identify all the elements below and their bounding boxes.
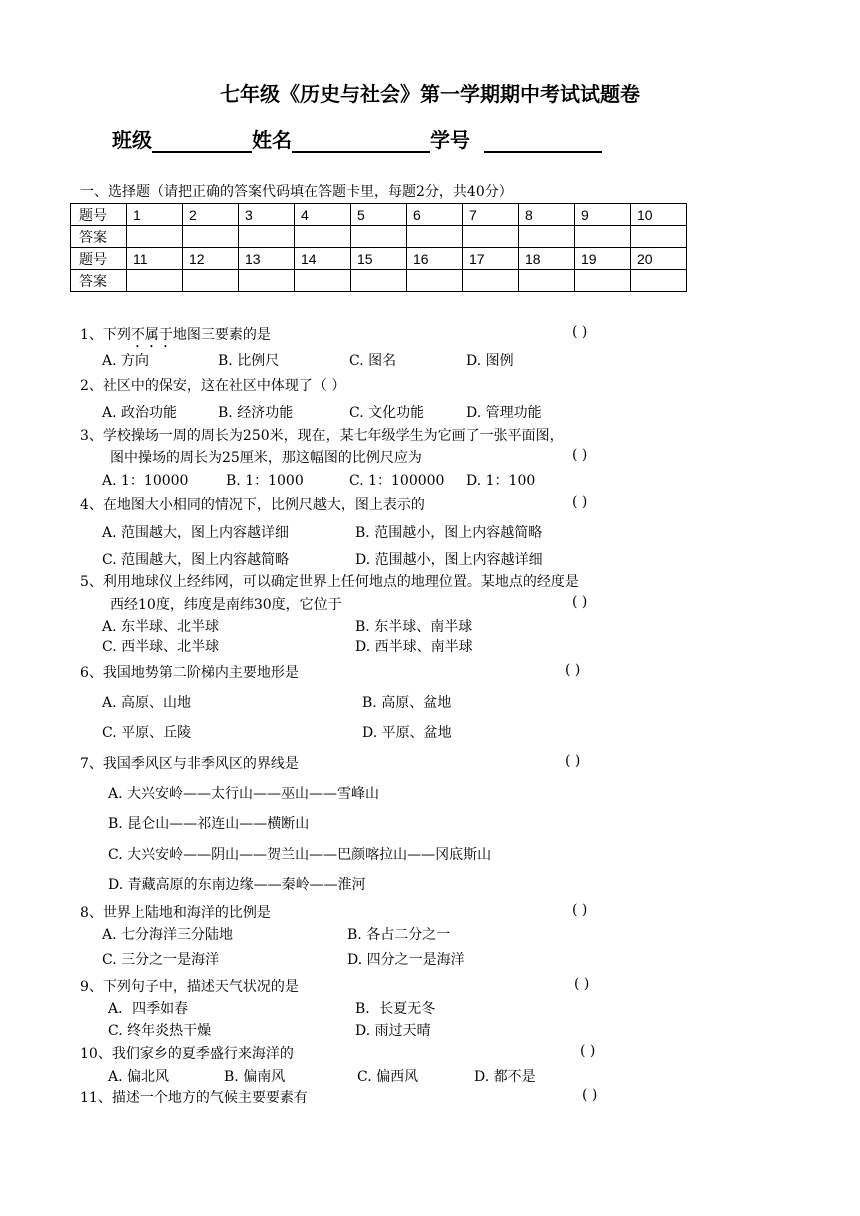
question-8-stem: 8、世界上陆地和海洋的比例是 [80, 905, 271, 921]
question-11-stem: 11、描述一个地方的气候主要要素有 [80, 1090, 308, 1106]
question-3-stem-cont: 图中操场的周长为25厘米，那这幅图的比例尺应为 [110, 450, 422, 466]
answer-cell[interactable] [575, 270, 631, 292]
question-number: 20 [631, 248, 687, 270]
option-d[interactable]: D. 雨过天晴 [355, 1023, 431, 1039]
option-a[interactable]: A. 高原、山地 [102, 695, 192, 711]
question-number: 10 [631, 204, 687, 226]
option-c[interactable]: C. 平原、丘陵 [102, 725, 192, 741]
answer-paren[interactable]: ( ) [572, 324, 588, 340]
table-row [71, 270, 687, 292]
option-a[interactable]: A. 1：10000 [102, 473, 189, 489]
answer-cell[interactable] [519, 226, 575, 248]
question-number: 3 [239, 204, 295, 226]
option-a[interactable]: A. 大兴安岭——太行山——巫山——雪峰山 [108, 786, 380, 802]
option-c[interactable]: C. 大兴安岭——阴山——贺兰山——巴颜喀拉山——冈底斯山 [108, 847, 492, 863]
option-c[interactable]: C. 偏西风 [357, 1069, 419, 1085]
option-b[interactable]: B. 高原、盆地 [362, 695, 452, 711]
row-label: 答案 [71, 270, 127, 292]
answer-cell[interactable] [463, 270, 519, 292]
table-row [71, 248, 687, 270]
question-5-stem: 5、利用地球仪上经纬网，可以确定世界上任何地点的地理位置。某地点的经度是 [80, 574, 579, 590]
name-label: 姓名 [252, 128, 292, 152]
question-5-stem-cont: 西经10度，纬度是南纬30度，它位于 [110, 597, 342, 613]
option-b[interactable]: B. 1：1000 [226, 473, 304, 489]
question-number: 16 [407, 248, 463, 270]
option-a[interactable]: A. 偏北风 [108, 1069, 170, 1085]
table-row [71, 226, 687, 248]
question-number: 17 [463, 248, 519, 270]
id-blank[interactable] [484, 129, 602, 153]
option-c[interactable]: C. 终年炎热干燥 [108, 1023, 212, 1039]
question-1-stem: 1、下列不属于地图三要素的是 [80, 327, 271, 343]
question-number: 9 [575, 204, 631, 226]
answer-paren[interactable]: ( ) [572, 494, 588, 510]
answer-cell[interactable] [407, 226, 463, 248]
option-d[interactable]: D. 范围越小，图上内容越详细 [355, 552, 543, 568]
option-d[interactable]: D. 管理功能 [466, 405, 542, 421]
question-number: 11 [127, 248, 183, 270]
option-a[interactable]: A. 东半球、北半球 [102, 619, 220, 635]
option-b[interactable]: B．长夏无冬 [355, 1001, 436, 1017]
answer-paren[interactable]: ( ) [580, 1043, 596, 1059]
option-b[interactable]: B. 比例尺 [218, 353, 280, 369]
answer-paren[interactable]: ( ) [572, 594, 588, 610]
question-number: 14 [295, 248, 351, 270]
answer-cell[interactable] [631, 270, 687, 292]
option-d[interactable]: D. 西半球、南半球 [355, 639, 473, 655]
question-4-stem: 4、在地图大小相同的情况下，比例尺越大，图上表示的 [80, 497, 425, 513]
answer-paren[interactable]: ( ) [572, 902, 588, 918]
answer-cell[interactable] [295, 226, 351, 248]
question-2-stem: 2、社区中的保安，这在社区中体现了（ ） [80, 378, 346, 394]
page-title: 七年级《历史与社会》第一学期期中考试试题卷 [220, 82, 640, 106]
answer-card-table [70, 203, 687, 292]
answer-cell[interactable] [183, 226, 239, 248]
question-number: 4 [295, 204, 351, 226]
option-b[interactable]: B. 经济功能 [218, 405, 294, 421]
option-c[interactable]: C. 图名 [349, 353, 397, 369]
row-label: 题号 [71, 204, 127, 226]
option-d[interactable]: D. 平原、盆地 [362, 725, 452, 741]
answer-cell[interactable] [631, 226, 687, 248]
question-number: 5 [351, 204, 407, 226]
option-b[interactable]: B. 东半球、南半球 [355, 619, 473, 635]
option-b[interactable]: B. 各占二分之一 [347, 927, 451, 943]
question-number: 13 [239, 248, 295, 270]
option-b[interactable]: B. 昆仑山——祁连山——横断山 [108, 816, 310, 832]
answer-cell[interactable] [183, 270, 239, 292]
option-a[interactable]: A. 七分海洋三分陆地 [102, 927, 234, 943]
question-6-stem: 6、我国地势第二阶梯内主要地形是 [80, 665, 299, 681]
question-number: 2 [183, 204, 239, 226]
answer-cell[interactable] [127, 226, 183, 248]
question-3-stem: 3、学校操场一周的周长为250米，现在，某七年级学生为它画了一张平面图， [80, 428, 564, 444]
answer-paren[interactable]: ( ) [565, 662, 581, 678]
option-d[interactable]: D. 1：100 [466, 473, 536, 489]
option-d[interactable]: D. 青藏高原的东南边缘——秦岭——淮河 [108, 877, 366, 893]
option-a[interactable]: A. 方向 [102, 353, 150, 369]
id-label: 学号 [430, 128, 470, 152]
option-c[interactable]: C. 三分之一是海洋 [102, 952, 220, 968]
answer-paren[interactable]: ( ) [572, 447, 588, 463]
question-number: 15 [351, 248, 407, 270]
answer-cell[interactable] [351, 270, 407, 292]
answer-cell[interactable] [239, 226, 295, 248]
question-number: 1 [127, 204, 183, 226]
answer-cell[interactable] [295, 270, 351, 292]
class-label: 班级 [112, 128, 152, 152]
option-b[interactable]: B. 偏南风 [224, 1069, 286, 1085]
question-number: 19 [575, 248, 631, 270]
answer-cell[interactable] [575, 226, 631, 248]
question-number: 8 [519, 204, 575, 226]
section-heading: 一、选择题（请把正确的答案代码填在答题卡里，每题2分，共40分） [80, 184, 513, 200]
question-number: 18 [519, 248, 575, 270]
question-number: 6 [407, 204, 463, 226]
option-b[interactable]: B. 范围越小，图上内容越简略 [355, 525, 543, 541]
option-d[interactable]: D. 图例 [466, 353, 514, 369]
answer-paren[interactable]: ( ) [582, 1087, 598, 1103]
answer-cell[interactable] [351, 226, 407, 248]
table-row [71, 204, 687, 226]
question-number: 12 [183, 248, 239, 270]
option-c[interactable]: C. 1：100000 [349, 473, 445, 489]
row-label: 题号 [71, 248, 127, 270]
option-a[interactable]: A. 范围越大，图上内容越详细 [102, 525, 290, 541]
option-d[interactable]: D. 都不是 [474, 1069, 536, 1085]
question-7-stem: 7、我国季风区与非季风区的界线是 [80, 756, 299, 772]
answer-cell[interactable] [407, 270, 463, 292]
question-10-stem: 10、我们家乡的夏季盛行来海洋的 [80, 1046, 294, 1062]
answer-cell[interactable] [463, 226, 519, 248]
answer-cell[interactable] [127, 270, 183, 292]
row-label: 答案 [71, 226, 127, 248]
name-blank[interactable] [292, 129, 430, 153]
option-c[interactable]: C. 西半球、北半球 [102, 639, 220, 655]
class-blank[interactable] [152, 129, 252, 153]
answer-cell[interactable] [519, 270, 575, 292]
option-d[interactable]: D. 四分之一是海洋 [347, 952, 465, 968]
answer-paren[interactable]: ( ) [565, 753, 581, 769]
student-info-line [112, 124, 602, 153]
question-9-stem: 9、下列句子中，描述天气状况的是 [80, 979, 299, 995]
option-a[interactable]: A. 政治功能 [102, 405, 178, 421]
answer-cell[interactable] [239, 270, 295, 292]
question-number: 7 [463, 204, 519, 226]
answer-paren[interactable]: ( ) [574, 976, 590, 992]
option-c[interactable]: C. 文化功能 [349, 405, 425, 421]
option-c[interactable]: C. 范围越大，图上内容越简略 [102, 552, 290, 568]
option-a[interactable]: A．四季如春 [108, 1001, 189, 1017]
